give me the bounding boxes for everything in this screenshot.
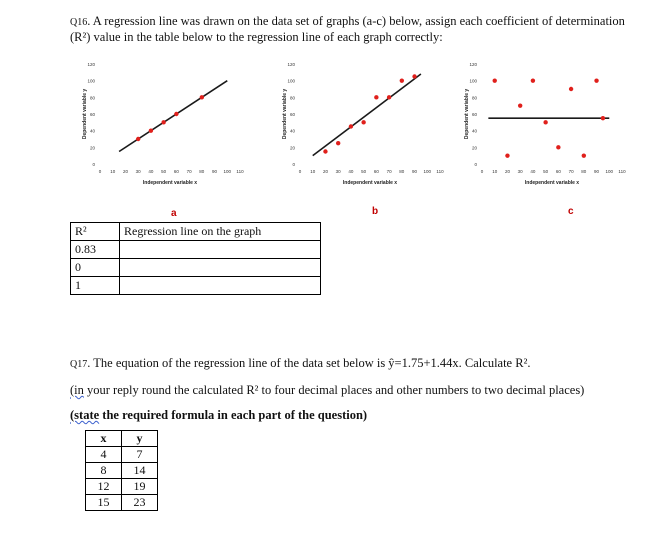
x-value: 8 — [86, 463, 122, 479]
x-tick-label: 50 — [161, 169, 167, 174]
x-tick-label: 70 — [186, 169, 192, 174]
question-17-number: Q17 — [70, 359, 88, 370]
x-tick-label: 50 — [361, 169, 367, 174]
graph-c — [462, 58, 642, 193]
table-row — [86, 495, 158, 511]
data-point — [161, 120, 165, 124]
x-tick-label: 30 — [517, 169, 523, 174]
data-point — [569, 87, 573, 91]
data-point — [374, 95, 378, 99]
graph-a — [80, 58, 260, 193]
x-tick-label: 40 — [148, 169, 154, 174]
data-point — [556, 145, 560, 149]
x-value: 12 — [86, 479, 122, 495]
x-tick-label: 60 — [373, 169, 379, 174]
data-point — [349, 124, 353, 128]
graph-c-label: c — [568, 206, 574, 217]
x-tick-label: 90 — [594, 169, 600, 174]
y-tick-label: 20 — [289, 145, 295, 151]
x-tick-label: 10 — [492, 169, 498, 174]
x-tick-label: 60 — [555, 169, 561, 174]
data-point — [174, 112, 178, 116]
rounding-note-rest: your reply round the calculated R² to four decimal places and other numbers to two decimal places) — [83, 383, 585, 397]
x-tick-label: 10 — [110, 169, 116, 174]
data-point — [518, 103, 522, 107]
r2-table-header — [71, 223, 321, 241]
data-point — [149, 128, 153, 132]
data-point — [601, 116, 605, 120]
y-value: 19 — [122, 479, 158, 495]
table-row — [71, 259, 321, 277]
data-point — [505, 153, 509, 157]
y-tick-label: 120 — [287, 62, 295, 67]
data-point — [323, 149, 327, 153]
y-tick-label: 0 — [292, 162, 295, 167]
formula-note — [70, 408, 650, 422]
x-tick-label: 100 — [605, 169, 614, 174]
y-tick-label: 60 — [89, 112, 95, 117]
regression-line — [119, 81, 227, 152]
x-tick-label: 0 — [98, 169, 102, 174]
x-axis-title: Independent variable x — [142, 180, 198, 186]
data-point — [531, 78, 535, 82]
regression-line-header: Regression line on the graph — [120, 223, 321, 241]
x-tick-label: 100 — [223, 169, 232, 174]
question-16-text: . A regression line was drawn on the data set of graphs (a-c) below, assign each coefficient of determination (R²) value in the table below to the regression line of each graph correctly: — [70, 14, 625, 44]
x-header: x — [86, 431, 122, 447]
graph-b-svg — [280, 58, 460, 193]
y-tick-label: 60 — [471, 112, 477, 117]
graph-c-svg — [462, 58, 642, 193]
x-axis-title: Independent variable x — [342, 180, 398, 186]
y-tick-label: 120 — [469, 62, 477, 67]
r2-value: 0.83 — [71, 241, 120, 259]
x-tick-label: 20 — [322, 169, 328, 174]
y-tick-label: 100 — [469, 78, 477, 84]
y-tick-label: 0 — [474, 162, 477, 167]
x-tick-label: 0 — [298, 169, 302, 174]
y-tick-label: 0 — [92, 162, 95, 167]
y-tick-label: 100 — [287, 78, 295, 84]
data-point — [543, 120, 547, 124]
y-tick-label: 60 — [289, 112, 295, 117]
formula-note-rest: the required formula in each part of the question) — [99, 408, 368, 422]
x-tick-label: 70 — [568, 169, 574, 174]
x-value: 15 — [86, 495, 122, 511]
question-16 — [70, 14, 630, 44]
x-tick-label: 40 — [348, 169, 354, 174]
x-value: 4 — [86, 447, 122, 463]
x-tick-label: 80 — [199, 169, 205, 174]
table-row — [86, 447, 158, 463]
y-axis-title: Dependent variable y — [282, 88, 288, 140]
y-axis-title: Dependent variable y — [464, 88, 470, 140]
x-tick-label: 90 — [412, 169, 418, 174]
data-point — [361, 120, 365, 124]
rounding-note — [70, 383, 650, 397]
x-tick-label: 110 — [236, 169, 244, 174]
answer-cell[interactable] — [120, 259, 321, 277]
question-17-text-line — [70, 356, 650, 372]
y-tick-label: 40 — [471, 128, 477, 134]
y-tick-label: 20 — [89, 145, 95, 151]
y-tick-label: 80 — [89, 95, 95, 101]
data-point — [136, 137, 140, 141]
x-tick-label: 0 — [480, 169, 484, 174]
x-tick-label: 80 — [581, 169, 587, 174]
data-point — [582, 153, 586, 157]
y-tick-label: 120 — [87, 62, 95, 67]
x-tick-label: 90 — [212, 169, 218, 174]
graph-a-svg — [80, 58, 260, 193]
x-tick-label: 40 — [530, 169, 536, 174]
data-point — [200, 95, 204, 99]
r2-value: 1 — [71, 277, 120, 295]
regression-line — [313, 74, 421, 156]
x-tick-label: 110 — [618, 169, 626, 174]
data-point — [336, 141, 340, 145]
x-tick-label: 70 — [386, 169, 392, 174]
x-tick-label: 30 — [135, 169, 141, 174]
table-row — [86, 463, 158, 479]
y-tick-label: 40 — [89, 128, 95, 134]
rounding-note-word: (in — [70, 383, 84, 397]
x-axis-title: Independent variable x — [524, 180, 580, 186]
question-16-number: Q16 — [70, 17, 88, 28]
graph-b — [280, 58, 460, 193]
r2-header: R² — [71, 223, 120, 241]
data-point — [412, 74, 416, 78]
x-tick-label: 60 — [173, 169, 179, 174]
graph-a-label: a — [171, 208, 177, 219]
question-17-text: . The equation of the regression line of the data set below is ŷ=1.75+1.44x. Calculate R². — [87, 356, 531, 370]
y-axis-title: Dependent variable y — [82, 88, 88, 140]
r2-value: 0 — [71, 259, 120, 277]
r2-table — [70, 222, 321, 295]
data-point — [493, 78, 497, 82]
y-tick-label: 80 — [471, 95, 477, 101]
x-tick-label: 80 — [399, 169, 405, 174]
x-tick-label: 20 — [122, 169, 128, 174]
answer-cell[interactable] — [120, 241, 321, 259]
x-tick-label: 100 — [423, 169, 432, 174]
data-point — [594, 78, 598, 82]
x-tick-label: 50 — [543, 169, 549, 174]
x-tick-label: 20 — [504, 169, 510, 174]
y-value: 7 — [122, 447, 158, 463]
y-tick-label: 40 — [289, 128, 295, 134]
x-tick-label: 110 — [436, 169, 444, 174]
table-row — [86, 479, 158, 495]
xy-table-header — [86, 431, 158, 447]
data-point — [400, 78, 404, 82]
question-17 — [70, 356, 650, 433]
graph-b-label: b — [372, 206, 379, 217]
y-value: 14 — [122, 463, 158, 479]
x-tick-label: 10 — [310, 169, 316, 174]
y-tick-label: 20 — [471, 145, 477, 151]
table-row — [71, 277, 321, 295]
answer-cell[interactable] — [120, 277, 321, 295]
y-tick-label: 80 — [289, 95, 295, 101]
y-header: y — [122, 431, 158, 447]
xy-data-table — [85, 430, 158, 511]
y-tick-label: 100 — [87, 78, 95, 84]
x-tick-label: 30 — [335, 169, 341, 174]
y-value: 23 — [122, 495, 158, 511]
data-point — [387, 95, 391, 99]
formula-note-word: (state — [70, 408, 100, 422]
table-row — [71, 241, 321, 259]
